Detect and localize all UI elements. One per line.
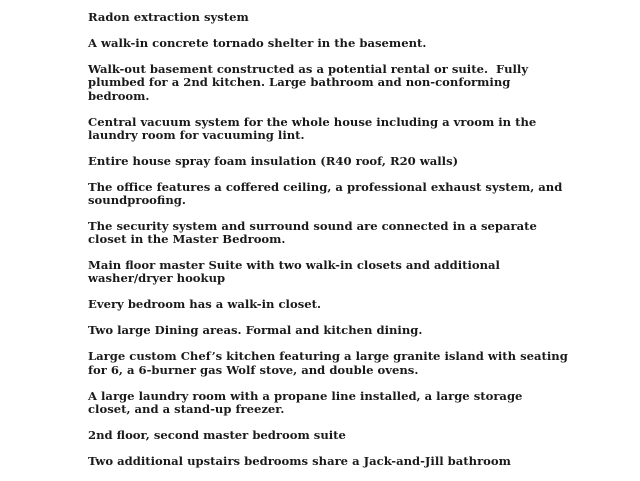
paragraph: Two large Dining areas. Formal and kitchen dining. [88,323,423,338]
paragraph: Radon extraction system [88,10,249,25]
paragraph: Main floor master Suite with two walk-in closets and additional washer/dryer hookup [88,258,504,286]
paragraph: 2nd floor, second master bedroom suite [88,427,346,442]
paragraph: The security system and surround sound are connected in a separate closet in the Master Bedroom. [88,219,541,247]
paragraph: The office features a coffered ceiling, a professional exhaust system, and soundproofing. [88,179,567,208]
document-body [88,0,572,481]
paragraph: Large custom Chef’s kitchen featuring a large granite island with seating for 6, a 6-burner gas Wolf stove, and double ovens. [88,349,572,377]
paragraph: Entire house spray foam insulation (R40 roof, R20 walls) [88,153,459,168]
paragraph: Two additional upstairs bedrooms share a Jack-and-Jill bathroom [88,453,511,468]
paragraph: Walk-out basement constructed as a potential rental or suite. Fully plumbed for a 2nd kitchen. Large bathroom and non-conforming bedroom. [88,62,533,103]
paragraph: A walk-in concrete tornado shelter in the basement. [88,36,427,51]
paragraph: A large laundry room with a propane line installed, a large storage closet, and a stand-up freezer. [88,388,527,416]
paragraph: Every bedroom has a walk-in closet. [88,297,321,312]
paragraph: Central vacuum system for the whole house including a vroom in the laundry room for vacuuming lint. [88,114,541,142]
